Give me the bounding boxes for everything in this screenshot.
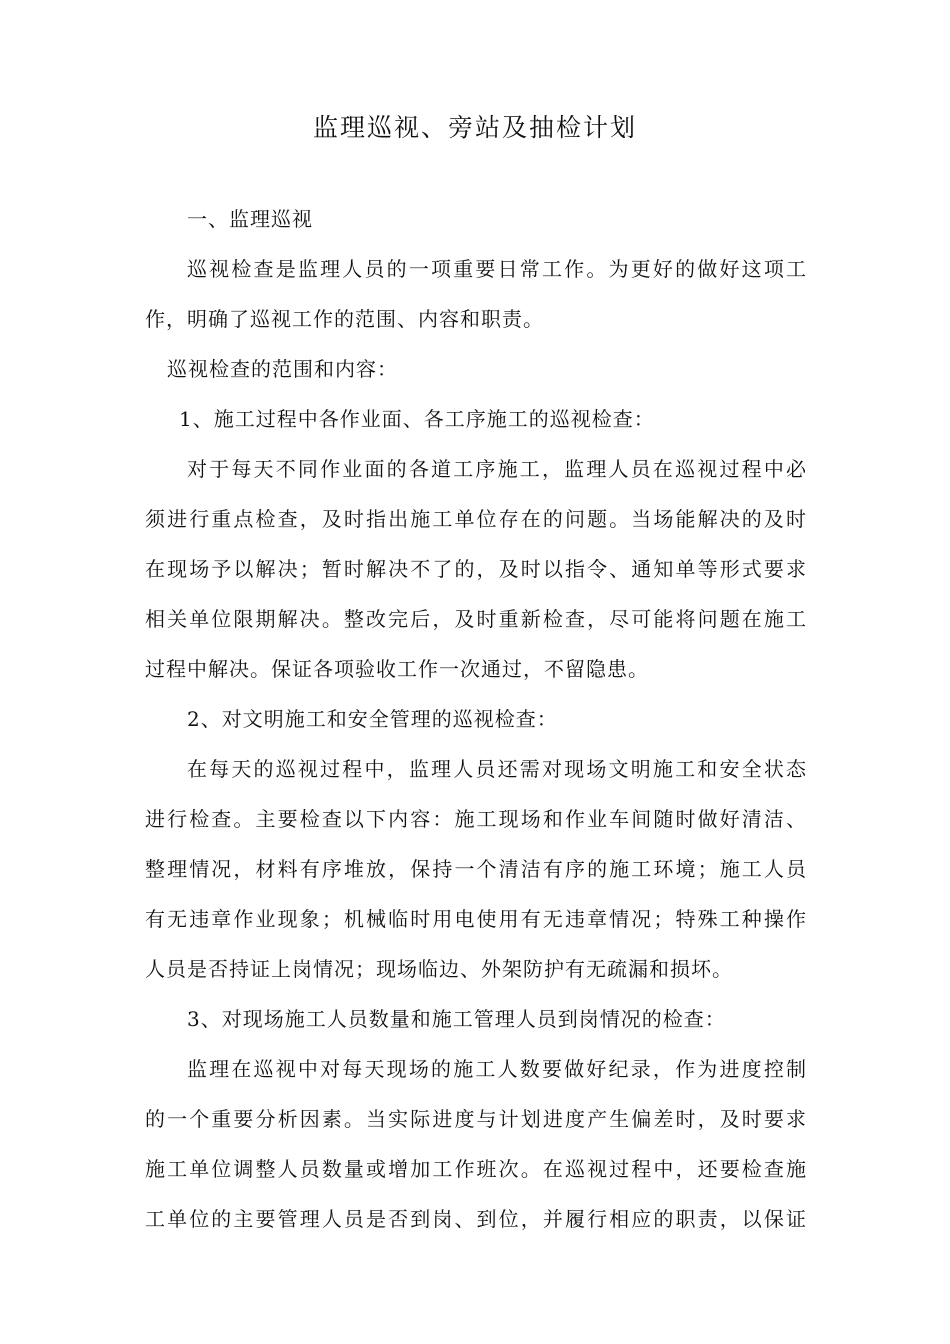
text-line: 一、监理巡视 — [187, 207, 313, 231]
text-line: 在每天的巡视过程中，监理人员还需对现场文明施工和安全状态 — [187, 757, 807, 781]
text-line: 2、对文明施工和安全管理的巡视检查： — [187, 707, 558, 731]
text-line: 作，明确了巡视工作的范围、内容和职责。 — [145, 307, 544, 331]
text-line: 的一个重要分析因素。当实际进度与计划进度产生偏差时，及时要求 — [145, 1107, 807, 1131]
text-line: 相关单位限期解决。整改完后，及时重新检查，尽可能将问题在施工 — [145, 607, 807, 631]
text-line: 进行检查。主要检查以下内容：施工现场和作业车间随时做好清洁、 — [145, 807, 807, 831]
text-line: 在现场予以解决；暂时解决不了的，及时以指令、通知单等形式要求 — [145, 557, 807, 581]
document-title: 监理巡视、旁站及抽检计划 — [312, 113, 637, 142]
document-body — [145, 194, 807, 1244]
text-line: 1、施工过程中各作业面、各工序施工的巡视检查： — [179, 407, 655, 431]
text-line: 巡视检查是监理人员的一项重要日常工作。为更好的做好这项工 — [187, 257, 807, 281]
text-line: 整理情况，材料有序堆放，保持一个清洁有序的施工环境；施工人员 — [145, 857, 807, 881]
text-line: 工单位的主要管理人员是否到岗、到位，并履行相应的职责，以保证 — [145, 1207, 807, 1231]
text-line: 施工单位调整人员数量或增加工作班次。在巡视过程中，还要检查施 — [145, 1157, 807, 1181]
text-line: 须进行重点检查，及时指出施工单位存在的问题。当场能解决的及时 — [145, 507, 807, 531]
text-line: 有无违章作业现象；机械临时用电使用有无违章情况；特殊工种操作 — [145, 907, 807, 931]
text-line: 人员是否持证上岗情况；现场临边、外架防护有无疏漏和损坏。 — [145, 957, 733, 981]
text-line: 过程中解决。保证各项验收工作一次通过，不留隐患。 — [145, 657, 649, 681]
text-line: 巡视检查的范围和内容： — [167, 357, 398, 381]
text-line: 监理在巡视中对每天现场的施工人数要做好纪录，作为进度控制 — [187, 1057, 807, 1081]
text-line: 3、对现场施工人员数量和施工管理人员到岗情况的检查： — [187, 1007, 726, 1031]
text-line: 对于每天不同作业面的各道工序施工，监理人员在巡视过程中必 — [187, 457, 807, 481]
